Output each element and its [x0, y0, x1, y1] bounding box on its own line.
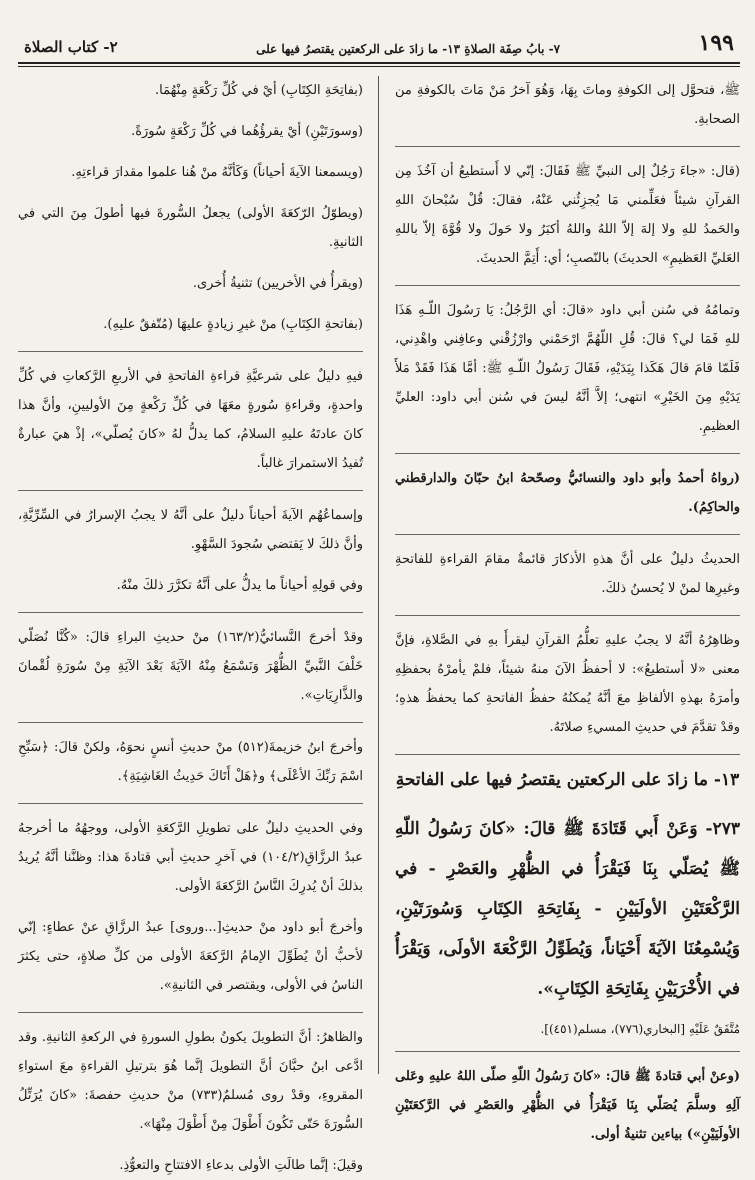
- paragraph: وقدْ أخرجَ النَّسائيُّ(١٦٣/٢) منْ حديثِ البراءِ قالَ: «كُنَّا نُصَلّي خَلْفَ النَّبيِّ الظُّهْرَ وَنَسْمَعُ مِنْهُ الآيَةَ بَعْدَ الآيَةِ مِنْ سُورَةِ لُقْمانَ والذَّارِيَاتِ».: [18, 630, 364, 703]
- paragraph: وأخرجَ أبو داود منْ حديثِ[...وروى] عبدُ الرزَّاقِ عنْ عطاءٍ: إنّي لأحبُّ أنْ يُطَوِّلَ الإمامُ الرَّكعَةَ الأولى من كلِّ صلاةٍ، حتى يكثرَ الناسُ في الأولى، ويقتصر في الثانيةِ».: [18, 920, 363, 993]
- paragraph: (ويقرأُ في الأخريين) تثنيةُ أُخرى.: [192, 276, 363, 291]
- paragraph: وظاهِرُهُ أنَّهُ لا يجبُ عليهِ تعلُّمُ القرآنِ ليقرأَ بهِ في الصَّلاةِ، فإنَّ معنى «لا أستطيعُ»: لا أحفظُ الآنَ منهُ شيئاً، فلمْ يأمرْهُ بحفظِهِ وأمرَهُ بهذهِ الألفاظِ معَ أنَّهُ يُمكنُهُ حفظُ الفاتحةِ كما يحفظُ هذهِ؛ وقدْ تقدَّمَ في حديثِ المسيءِ صلاتَهُ.: [395, 633, 740, 735]
- hadith-reference: مُتَّفَقٌ عَلَيْهِ [البخاري(٧٧٦)، مسلم(٤٥١)].: [540, 1022, 740, 1036]
- paragraph: وفي الحديثِ دليلٌ على تطويلِ الرَّكعَةِ الأولى، ووجهُهُ ما أخرجهُ عبدُ الرزَّاقِ(١٠٤/٢) في آخرِ حديثِ أبي قتادةَ هذا: وظنَّنا أنَّهُ يُريدُ بذلكَ أنْ يُدرِكَ النَّاسُ الرَّكعَةَ الأولى.: [18, 821, 363, 894]
- paragraph: وتمامُهُ في سُنن أبي داود «قالَ: أي الرَّجُلُ: يَا رَسُولَ اللّـهِ هَذَا للهِ فَمَا لي؟ قالَ: قُلِ اللّهُمَّ ارْحَمْني وارْزُقْني وعافِني واهْدِني، فَلَمّا قامَ قالَ هَكَذا بِيَدَيْهِ، فَقَالَ رَسُولُ اللّـهِ ﷺ: أمَّا هَذَا فَقَدْ مَلأَ يَدَيْهِ مِنَ الخَيْرِ» انتهى؛ إلاَّ أنَّهُ ليسَ في سُنن أبي داود: العليِّ العظيمِ.: [395, 303, 740, 434]
- paragraph: فيهِ دليلٌ على شرعيَّةِ قراءةِ الفاتحةِ في الأربعِ الرَّكعاتِ في كُلِّ واحدةٍ، وقراءةِ سُورةٍ معَهَا في كُلِّ رَكْعةٍ مِنَ الأوليينِ، وأنَّ هذا كانَ عادتَهُ عليهِ السلامُ، كما يدلُّ لهُ «كانَ يُصلّي»، إذْ هيَ عبارةٌ تُفيدُ الاستمرارَ غالباً.: [18, 369, 363, 471]
- paragraph: وإسماعُهُم الآيةَ أحياناً دليلٌ على أنَّهُ لا يجبُ الإسرارُ في السِّرِّيَّةِ، وأنَّ ذلكَ لا يَقتضي سُجودَ السَّهْوِ.: [18, 508, 363, 552]
- divider: [395, 1051, 740, 1052]
- divider: [395, 453, 740, 454]
- divider: [18, 1012, 363, 1013]
- running-header: [18, 14, 740, 62]
- divider: [18, 490, 363, 491]
- paragraph: (بفاتحةِ الكِتَابِ) منْ غيرِ زيادةٍ عليهَا (مُتّفقٌ عليهِ).: [103, 317, 363, 332]
- book-page: [18, 14, 740, 1173]
- header-rule: [18, 62, 740, 64]
- divider: [18, 612, 363, 613]
- paragraph: وأخرجَ ابنُ خزيمةَ(٥١٢) منْ حديثِ أنسٍ نحوَهُ، ولكنْ قالَ: ﴿سَبِّحِ اسْمَ رَبِّكَ الأعْلَى﴾ و﴿هَلْ أَتَاكَ حَدِيثُ الغَاشِيَةِ﴾.: [18, 740, 363, 784]
- paragraph: (وعنْ أبي قتادةَ ﷺ قالَ: «كانَ رَسُولُ اللّهِ صلّى اللهُ عليهِ وعَلى آلِهِ وسلَّمَ يُصَلّي بِنَا فَيَقْرَأُ في الظُّهْرِ والعَصْرِ في الرَّكعَتَيْنِ الأولَيَيْنِ») بياءين تثنيةُ أولى.: [395, 1069, 740, 1142]
- left-column: [18, 76, 364, 1173]
- divider: [395, 754, 740, 755]
- hadith-text: ٢٧٣- وَعَنْ أَبي قَتَادَةَ ﷺ قالَ: «كانَ رَسُولُ اللّهِ ﷺ يُصَلّي بِنَا فَيَقْرَأُ في الظُّهْرِ والعَصْرِ - في الرَّكْعَتَيْنِ الأولَيَيْنِ - بِفَاتِحَةِ الكِتَابِ وَسُورَتَيْنِ، وَيُسْمِعُنَا الآيَةَ أَحْيَاناً، وَيُطَوِّلُ الرَّكْعَةَ الأولَى، وَيَقْرَأُ في الأُخْرَيَيْنِ بِفَاتِحَةِ الكِتَابِ».: [395, 819, 740, 999]
- divider: [395, 534, 740, 535]
- paragraph: (رواهُ أحمدُ وأبو داود والنسائيُّ وصحّحهُ ابنُ حبّانَ والدارقطني والحاكِمُ).: [395, 471, 740, 515]
- paragraph: الحديثُ دليلٌ على أنَّ هذهِ الأذكارَ قائمةٌ مقامَ القراءةِ للفاتحةِ وغيرِها لمنْ لا يُحسنُ ذلكَ.: [395, 552, 740, 596]
- section-title: ١٣- ما زادَ على الركعتين يقتصرُ فيها على الفاتحةِ: [395, 770, 740, 790]
- divider: [395, 285, 740, 286]
- column-divider: [378, 76, 379, 1074]
- divider: [395, 615, 740, 616]
- chapter-title: ٧- بابُ صِفَة الصلاةِ ١٣- ما زادَ على الركعتين يقتصرُ فيها على: [256, 42, 561, 56]
- paragraph: وقيلَ: إنَّما طالَتِ الأولى بدعاءِ الافتتاحِ والتعوُّذِ.: [119, 1158, 363, 1173]
- paragraph: (قال: «جاءَ رَجُلٌ إلى النبيِّ ﷺ فَقَالَ: إنّي لا أَستطيعُ أن آخُذَ مِن القرآنِ شيئاً فعَلِّمني مَا يُجزِئُني عَنْهُ، فقالَ: قُلْ سُبْحانَ اللهِ والحَمدُ للهِ ولا إلهَ إلاّ اللهُ واللهُ أكبَرُ ولا حَولَ ولا قُوَّةَ إلاّ باللهِ العَليِّ العَظيمِ» الحديثَ) بالنّصبِ؛ أي: أَتِمَّ الحديثَ.: [395, 164, 740, 266]
- paragraph: وفي قولِهِ أحياناً ما يدلُّ على أنَّهُ تكرَّرَ ذلكَ منْهُ.: [116, 578, 363, 593]
- divider: [18, 803, 363, 804]
- divider: [18, 722, 363, 723]
- divider: [395, 146, 740, 147]
- paragraph: (ويسمعنا الآيةَ أحياناً) وَكَأنَّهُ منْ هُنا علموا مقدارَ قراءتِهِ.: [71, 165, 363, 180]
- page-number: ١٩٩: [698, 30, 734, 56]
- paragraph: (وسورَتَيْنِ) أيْ يقرؤُهُما في كُلِّ رَكْعَةٍ سُورَةً.: [131, 124, 363, 139]
- book-title: ٢- كتاب الصلاة: [24, 38, 118, 56]
- right-column: [395, 76, 740, 1142]
- header-rule-thin: [18, 66, 740, 67]
- paragraph: (ويطوّلُ الرّكعَةَ الأولى) يجعلُ السُّورةَ فيها أطولَ مِنَ التي في الثانيةِ.: [18, 206, 363, 250]
- paragraph: ﷺ، فتحوَّل إلى الكوفةِ وماتَ بِهَا، وَهُوَ آخرُ مَنْ مَاتَ بالكوفةِ من الصحابةِ.: [395, 83, 740, 127]
- paragraph: والظاهرُ: أنَّ التطويلَ يكونُ بطولِ السورةِ في الركعةِ الثانيةِ. وقد ادَّعى ابنُ حبَّانَ أنَّ التطويلَ إنَّما هُوَ بترتيلِ القراءةِ معَ استواءِ المقروءِ، وقدْ روى مُسلمٌ(٧٣٣) منْ حديثِ حفصةَ: «كانَ يُرَتِّلُ السُّورَةَ حَتّى تَكُونَ أَطْوَلَ مِنْ أَطْوَلَ مِنْهَا».: [18, 1030, 363, 1132]
- paragraph: (بفاتِحَةِ الكِتَابِ) أيْ في كُلِّ رَكْعَةٍ مِنْهُمَا.: [154, 83, 363, 98]
- divider: [18, 351, 363, 352]
